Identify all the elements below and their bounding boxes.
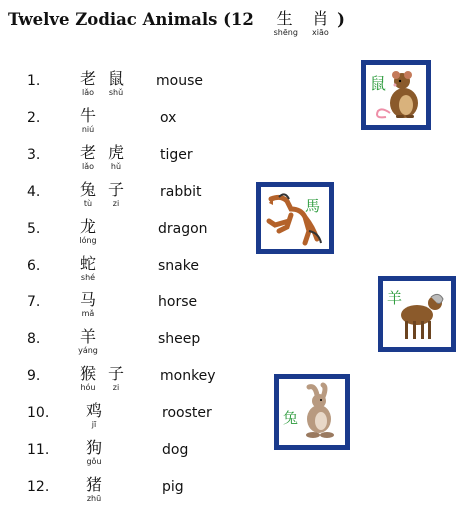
item-chinese — [78, 107, 106, 134]
title-char-1 — [274, 10, 296, 37]
item-english: dog — [162, 442, 189, 458]
title-suffix: ) — [337, 10, 345, 29]
item-number: 9. — [27, 368, 41, 384]
item-pinyin: zi — [112, 199, 120, 208]
item-number: 12. — [27, 479, 50, 495]
item-english: tiger — [160, 147, 193, 163]
item-hanzi: 子 — [107, 180, 124, 199]
item-english: sheep — [158, 331, 201, 347]
item-pinyin: hǔ — [110, 162, 122, 171]
list-item — [0, 402, 474, 436]
item-hanzi: 龙 — [79, 217, 96, 236]
item-hanzi: 老 — [79, 69, 96, 88]
mouse-icon — [366, 65, 426, 125]
title-char-1-hanzi: 生 — [276, 9, 293, 28]
rabbit-icon — [279, 379, 345, 445]
item-number: 1. — [27, 73, 41, 89]
item-chinese — [78, 181, 134, 208]
page-title — [8, 10, 345, 37]
list-item — [0, 476, 474, 510]
rabbit-card — [274, 374, 350, 450]
item-english: monkey — [160, 368, 216, 384]
item-english: pig — [162, 479, 184, 495]
item-pinyin: shǔ — [108, 88, 124, 97]
item-hanzi: 牛 — [79, 106, 96, 125]
item-pinyin: mǎ — [81, 309, 95, 318]
item-pinyin: niú — [81, 125, 95, 134]
title-char-2-pinyin: xiāo — [312, 28, 329, 37]
title-char-2-hanzi: 肖 — [312, 9, 329, 28]
item-pinyin: hóu — [80, 383, 96, 392]
mouse-card — [361, 60, 431, 130]
item-chinese — [84, 439, 112, 466]
item-chinese — [78, 70, 134, 97]
title-prefix: Twelve Zodiac Animals (12 — [8, 10, 254, 29]
item-hanzi: 兔 — [79, 180, 96, 199]
item-pinyin: lóng — [79, 236, 97, 245]
item-hanzi: 猪 — [85, 475, 102, 494]
item-number: 11. — [27, 442, 50, 458]
title-char-1-pinyin: shēng — [273, 28, 298, 37]
item-number: 2. — [27, 110, 41, 126]
item-pinyin: zi — [112, 383, 120, 392]
item-hanzi: 鸡 — [85, 401, 102, 420]
item-chinese — [84, 476, 112, 503]
item-hanzi: 老 — [79, 143, 96, 162]
item-english: ox — [160, 110, 177, 126]
item-hanzi: 蛇 — [79, 254, 96, 273]
item-pinyin: tù — [83, 199, 93, 208]
list-item — [0, 218, 474, 252]
item-number: 4. — [27, 184, 41, 200]
item-chinese — [78, 218, 106, 245]
item-number: 10. — [27, 405, 50, 421]
item-hanzi: 子 — [107, 364, 124, 383]
item-english: snake — [158, 258, 199, 274]
item-pinyin: lǎo — [81, 162, 95, 171]
item-hanzi: 鼠 — [107, 69, 124, 88]
list-item — [0, 439, 474, 473]
item-hanzi: 虎 — [107, 143, 124, 162]
item-english: horse — [158, 294, 198, 310]
item-chinese — [78, 328, 106, 355]
sheep-card — [378, 276, 456, 352]
item-hanzi: 羊 — [79, 327, 96, 346]
item-chinese — [78, 144, 134, 171]
item-number: 5. — [27, 221, 41, 237]
list-item — [0, 181, 474, 215]
item-number: 8. — [27, 331, 41, 347]
item-english: dragon — [158, 221, 208, 237]
mouse-card-glyph: 鼠 — [370, 74, 387, 93]
item-pinyin: shé — [80, 273, 96, 282]
item-chinese — [78, 365, 134, 392]
horse-icon — [261, 187, 329, 249]
horse-card-glyph: 馬 — [305, 197, 321, 215]
item-pinyin: jī — [91, 420, 97, 429]
item-english: rabbit — [160, 184, 202, 200]
item-english: rooster — [162, 405, 212, 421]
item-chinese — [78, 291, 106, 318]
item-pinyin: yáng — [78, 346, 98, 355]
item-english: mouse — [156, 73, 203, 89]
rabbit-card-glyph: 兔 — [283, 409, 299, 427]
item-number: 6. — [27, 258, 41, 274]
sheep-card-glyph: 羊 — [387, 289, 403, 307]
item-pinyin: lǎo — [81, 88, 95, 97]
list-item — [0, 144, 474, 178]
item-hanzi: 狗 — [85, 438, 102, 457]
item-number: 7. — [27, 294, 41, 310]
item-pinyin: gǒu — [86, 457, 102, 466]
item-hanzi: 猴 — [79, 364, 96, 383]
item-hanzi: 马 — [79, 290, 96, 309]
item-chinese — [78, 255, 106, 282]
item-number: 3. — [27, 147, 41, 163]
title-char-2 — [309, 10, 331, 37]
item-chinese — [84, 402, 112, 429]
list-item — [0, 365, 474, 399]
item-pinyin: zhū — [86, 494, 102, 503]
horse-card — [256, 182, 334, 254]
sheep-icon — [383, 281, 451, 347]
